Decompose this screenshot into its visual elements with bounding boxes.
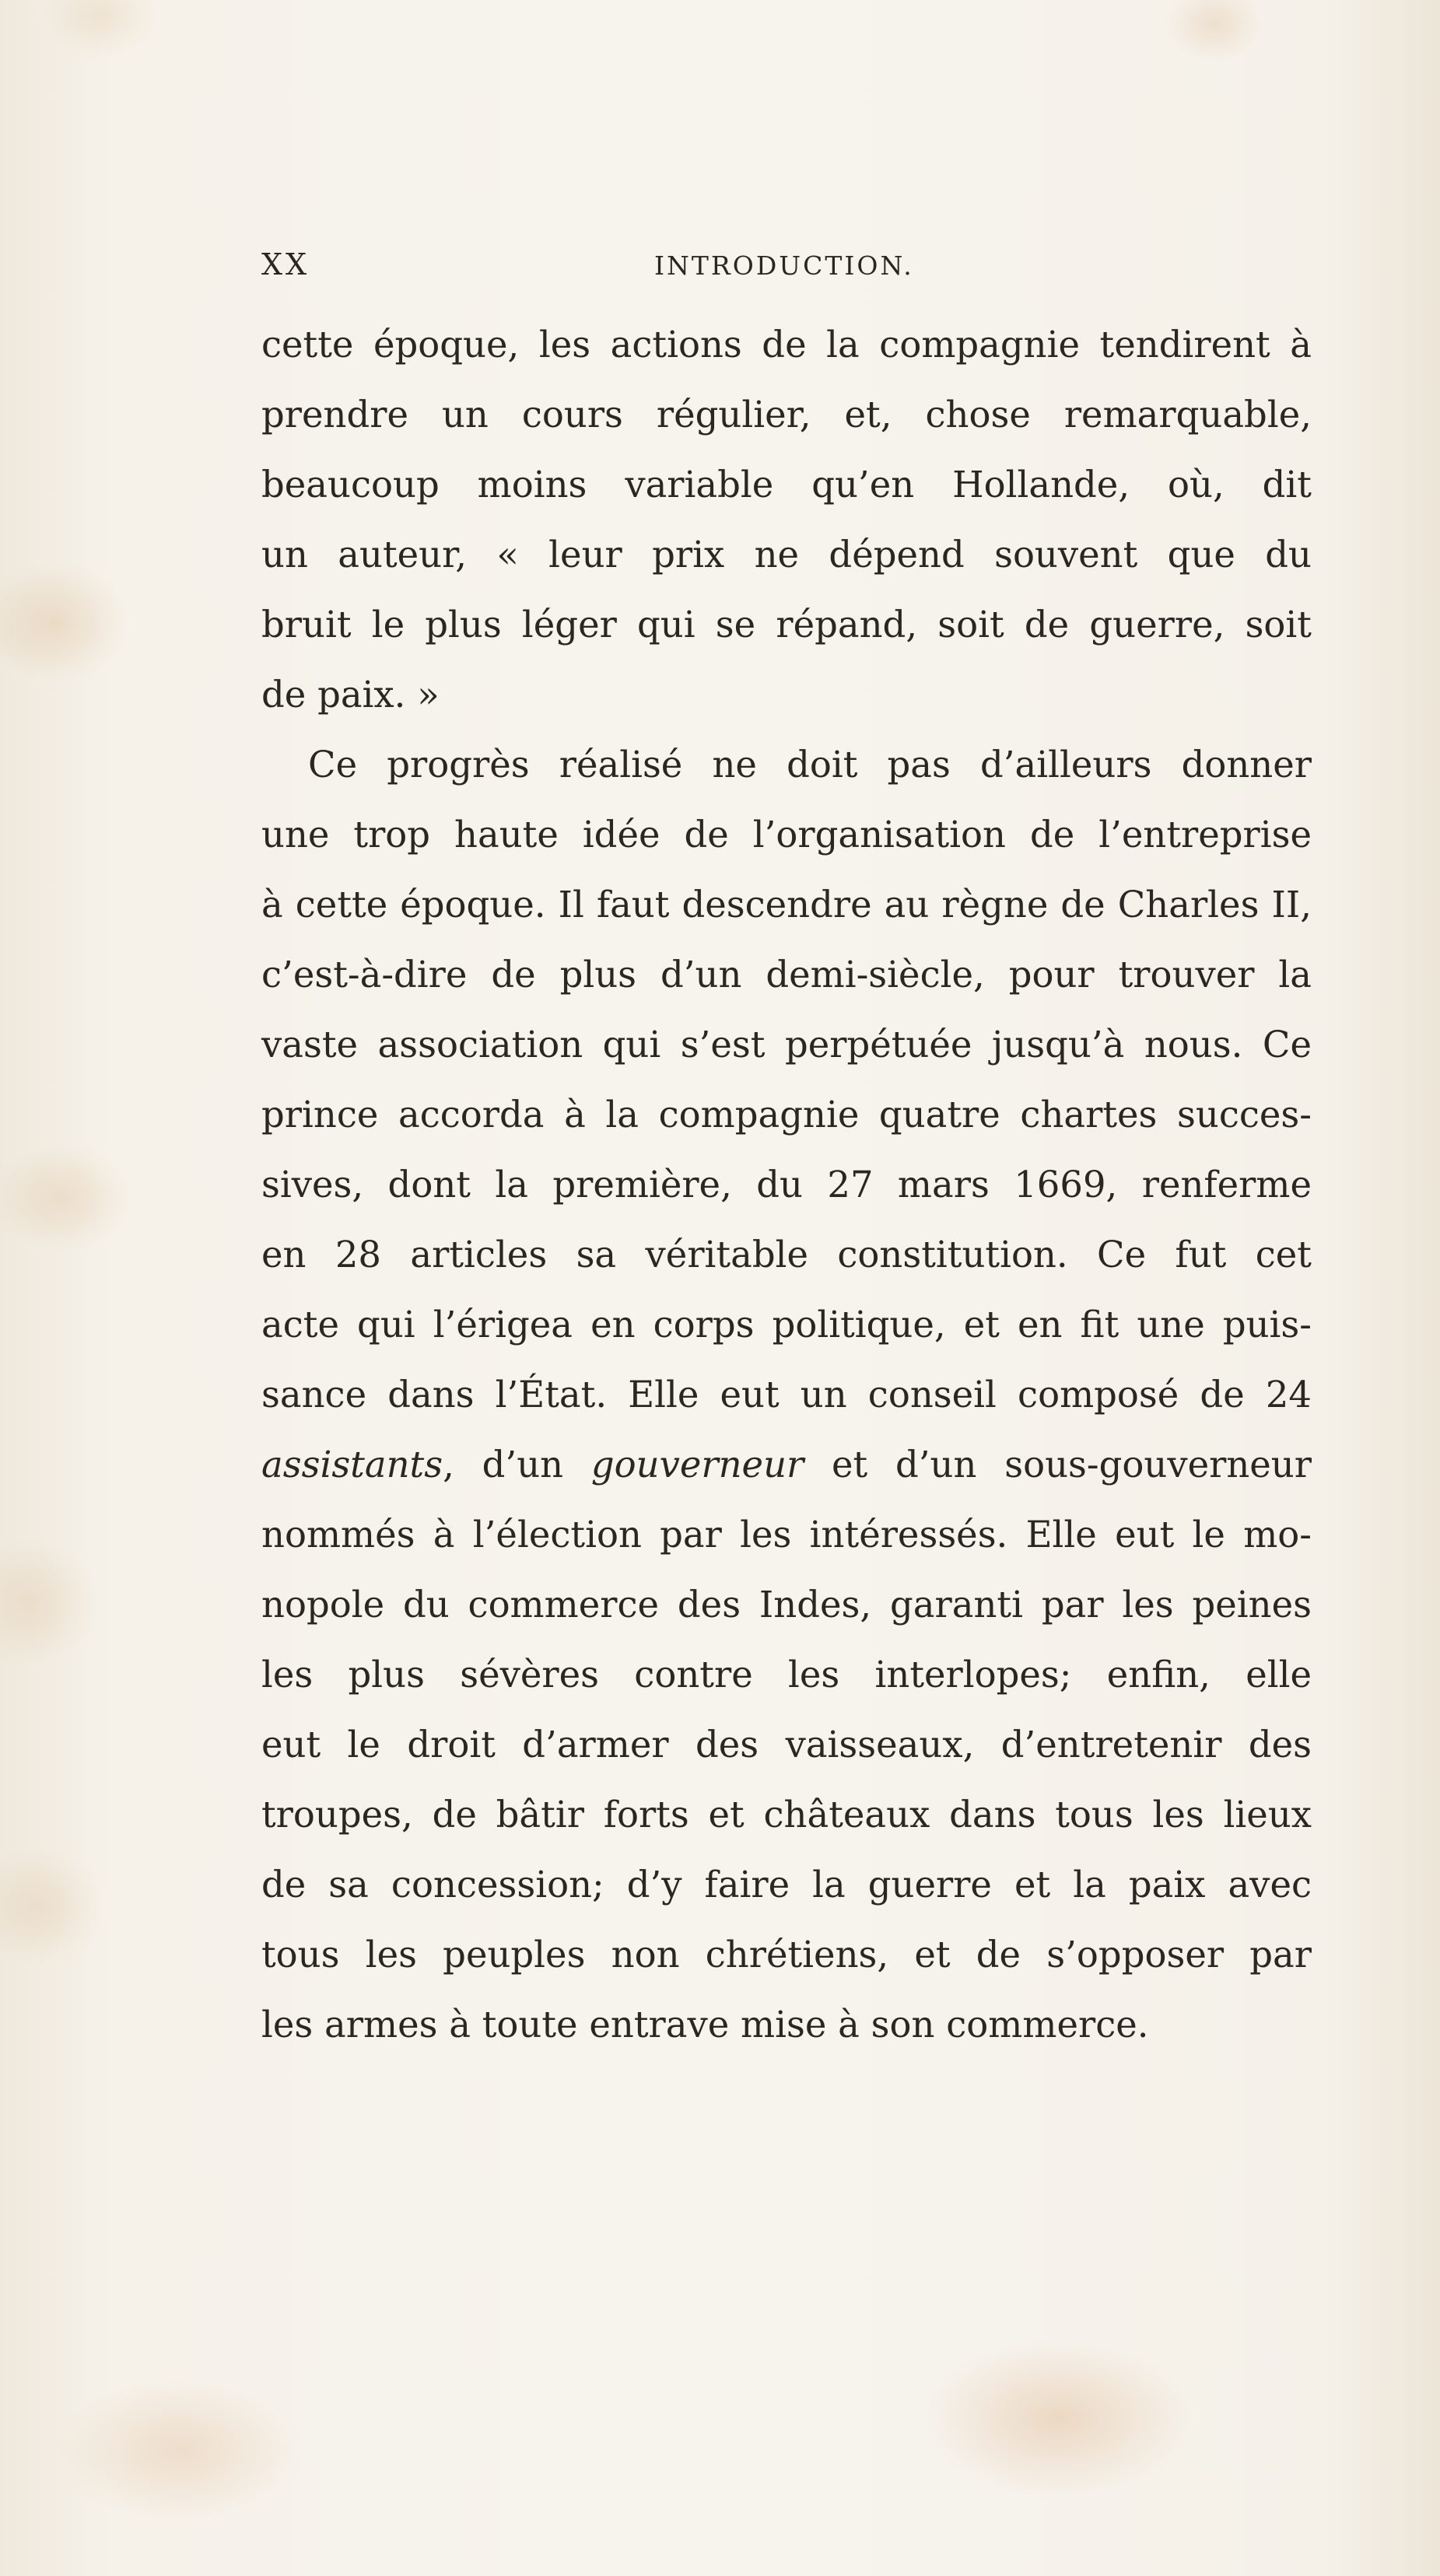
page-number: XX — [261, 247, 310, 282]
text-line: de sa concession; d’y faire la guerre et la paix avec — [261, 1864, 1312, 1906]
text-line: beaucoup moins variable qu’en Hollande, où, dit — [261, 464, 1312, 506]
text-line: c’est-à-dire de plus d’un demi-siècle, pour trouver la — [261, 954, 1312, 996]
text-line: sance dans l’État. Elle eut un conseil composé de 24 — [261, 1374, 1312, 1416]
text-line: prince accorda à la compagnie quatre chartes succes- — [261, 1094, 1312, 1136]
text-line: de paix. » — [261, 674, 440, 716]
running-head — [261, 247, 1156, 288]
running-title: INTRODUCTION. — [654, 250, 914, 281]
text-line: troupes, de bâtir forts et châteaux dans tous les lieux — [261, 1794, 1312, 1836]
italic-term-assistants: assistants — [261, 1444, 443, 1486]
text-fragment: , d’un — [443, 1444, 591, 1486]
text-line: nommés à l’élection par les intéressés. Elle eut le mo- — [261, 1514, 1312, 1556]
text-line: un auteur, « leur prix ne dépend souvent que du — [261, 534, 1312, 576]
text-line: à cette époque. Il faut descendre au règne de Charles II, — [261, 884, 1312, 926]
text-line: une trop haute idée de l’organisation de l’entreprise — [261, 814, 1312, 856]
text-line: cette époque, les actions de la compagnie tendirent à — [261, 324, 1312, 366]
text-line: tous les peuples non chrétiens, et de s’opposer par — [261, 1934, 1312, 1976]
paragraph-start-line: Ce progrès réalisé ne doit pas d’ailleurs donner — [308, 744, 1312, 786]
text-line: prendre un cours régulier, et, chose remarquable, — [261, 394, 1312, 436]
text-line: nopole du commerce des Indes, garanti par les peines — [261, 1584, 1312, 1626]
text-line: acte qui l’érigea en corps politique, et en fit une puis- — [261, 1304, 1312, 1346]
text-fragment: et d’un sous-gouverneur — [804, 1444, 1312, 1486]
text-line: les plus sévères contre les interlopes; enfin, elle — [261, 1654, 1312, 1696]
text-line: sives, dont la première, du 27 mars 1669, renferme — [261, 1164, 1312, 1206]
text-line: bruit le plus léger qui se répand, soit de guerre, soit — [261, 604, 1312, 646]
text-line-italic-terms — [261, 1430, 1312, 1500]
text-line: vaste association qui s’est perpétuée jusqu’à nous. Ce — [261, 1024, 1312, 1066]
text-line: les armes à toute entrave mise à son commerce. — [261, 2004, 1149, 2046]
body-text — [261, 310, 1312, 2060]
italic-term-gouverneur: gouverneur — [590, 1444, 804, 1486]
text-line: en 28 articles sa véritable constitution. Ce fut cet — [261, 1234, 1312, 1276]
text-line: eut le droit d’armer des vaisseaux, d’entretenir des — [261, 1724, 1312, 1766]
